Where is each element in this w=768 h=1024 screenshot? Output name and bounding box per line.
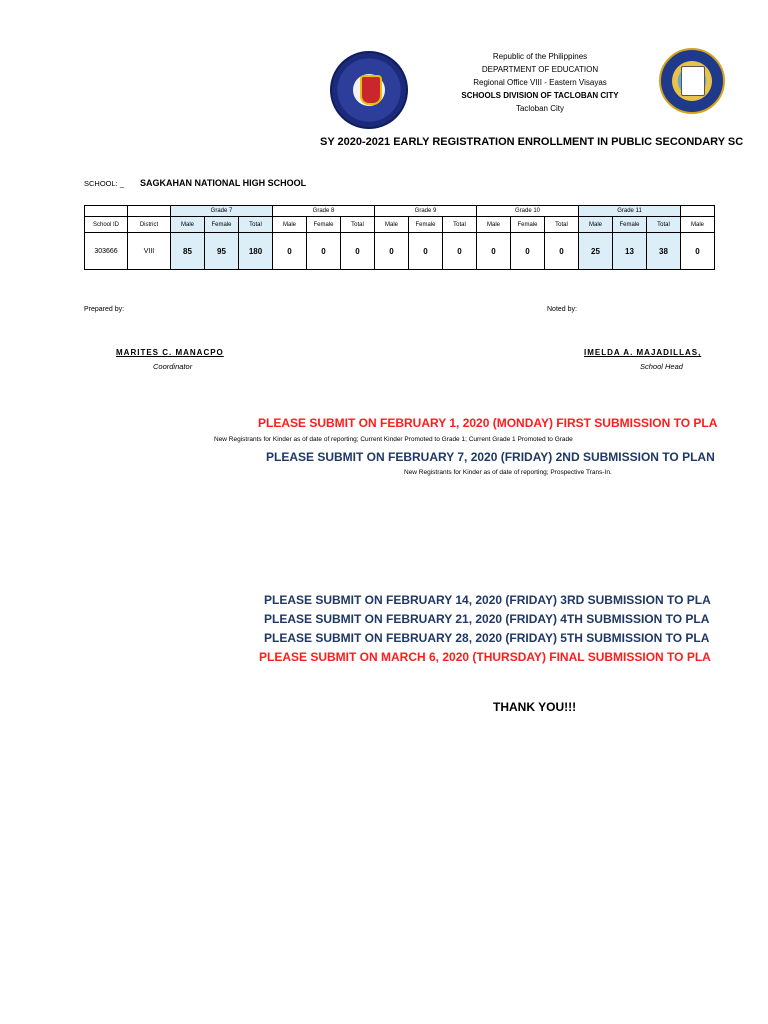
grade-7-female-cell: 95 [205, 233, 239, 270]
grade-10-header: Grade 10 [477, 206, 579, 217]
total-header: Total [443, 217, 477, 233]
document-title: SY 2020-2021 EARLY REGISTRATION ENROLLMENT IN PUBLIC SECONDARY SC [320, 136, 744, 148]
grade-8-female-cell: 0 [307, 233, 341, 270]
letterhead [395, 50, 685, 115]
final-submission-notice: PLEASE SUBMIT ON MARCH 6, 2020 (THURSDAY) FINAL SUBMISSION TO PLA [259, 650, 711, 664]
grade-9-total-cell: 0 [443, 233, 477, 270]
approver-name: IMELDA A. MAJADILLAS, [584, 348, 702, 357]
total-header: Total [239, 217, 273, 233]
district-header: District [128, 217, 171, 233]
total-header: Total [545, 217, 579, 233]
blank-header-cell [128, 206, 171, 217]
district-cell: VIII [128, 233, 171, 270]
grade-10-male-cell: 0 [477, 233, 511, 270]
thank-you-text: THANK YOU!!! [493, 700, 577, 714]
grade-12-male-cell: 0 [681, 233, 715, 270]
second-submission-notice: PLEASE SUBMIT ON FEBRUARY 7, 2020 (FRIDAY) 2ND SUBMISSION TO PLAN [266, 450, 715, 464]
school-id-cell: 303666 [85, 233, 128, 270]
male-header: Male [273, 217, 307, 233]
grade-8-male-cell: 0 [273, 233, 307, 270]
first-submission-note: New Registrants for Kinder as of date of reporting; Current Kinder Promoted to Grade 1; Current Grade 1 Promoted to Grade [214, 436, 573, 443]
school-id-header: School ID [85, 217, 128, 233]
grade-10-total-cell: 0 [545, 233, 579, 270]
blank-header-cell [681, 206, 715, 217]
grade-7-header: Grade 7 [171, 206, 273, 217]
total-header: Total [341, 217, 375, 233]
grade-10-female-cell: 0 [511, 233, 545, 270]
preparer-name: MARITES C. MANACPO [116, 348, 224, 357]
grade-7-male-cell: 85 [171, 233, 205, 270]
fourth-submission-notice: PLEASE SUBMIT ON FEBRUARY 21, 2020 (FRIDAY) 4TH SUBMISSION TO PLA [264, 612, 710, 626]
division-line: SCHOOLS DIVISION OF TACLOBAN CITY [461, 91, 619, 100]
female-header: Female [511, 217, 545, 233]
grade-11-header: Grade 11 [579, 206, 681, 217]
female-header: Female [307, 217, 341, 233]
preparer-role: Coordinator [153, 362, 193, 371]
department-line: DEPARTMENT OF EDUCATION [481, 65, 599, 74]
grade-9-female-cell: 0 [409, 233, 443, 270]
male-header: Male [579, 217, 613, 233]
approver-role: School Head [640, 362, 683, 371]
city-line: Tacloban City [515, 104, 565, 113]
grade-9-header: Grade 9 [375, 206, 477, 217]
first-submission-notice: PLEASE SUBMIT ON FEBRUARY 1, 2020 (MONDAY) FIRST SUBMISSION TO PLA [258, 416, 718, 430]
blank-header-cell [85, 206, 128, 217]
grade-11-female-cell: 13 [613, 233, 647, 270]
fifth-submission-notice: PLEASE SUBMIT ON FEBRUARY 28, 2020 (FRIDAY) 5TH SUBMISSION TO PLA [264, 631, 710, 645]
male-header: Male [681, 217, 715, 233]
noted-by-label: Noted by: [547, 306, 577, 313]
second-submission-note: New Registrants for Kinder as of date of reporting; Prospective Trans-In. [404, 469, 612, 476]
grade-11-total-cell: 38 [647, 233, 681, 270]
grade-9-male-cell: 0 [375, 233, 409, 270]
total-header: Total [647, 217, 681, 233]
female-header: Female [613, 217, 647, 233]
grade-7-total-cell: 180 [239, 233, 273, 270]
prepared-by-label: Prepared by: [84, 306, 125, 313]
grade-8-total-cell: 0 [341, 233, 375, 270]
enrollment-table [84, 205, 715, 270]
school-name: SAGKAHAN NATIONAL HIGH SCHOOL [140, 178, 307, 188]
male-header: Male [375, 217, 409, 233]
female-header: Female [205, 217, 239, 233]
school-label: SCHOOL: _ [84, 179, 125, 188]
grade-11-male-cell: 25 [579, 233, 613, 270]
third-submission-notice: PLEASE SUBMIT ON FEBRUARY 14, 2020 (FRIDAY) 3RD SUBMISSION TO PLA [264, 593, 711, 607]
republic-line: Republic of the Philippines [492, 52, 588, 61]
grade-8-header: Grade 8 [273, 206, 375, 217]
table-row [85, 233, 715, 270]
region-line: Regional Office VIII - Eastern Visayas [473, 78, 607, 87]
male-header: Male [477, 217, 511, 233]
female-header: Female [409, 217, 443, 233]
male-header: Male [171, 217, 205, 233]
